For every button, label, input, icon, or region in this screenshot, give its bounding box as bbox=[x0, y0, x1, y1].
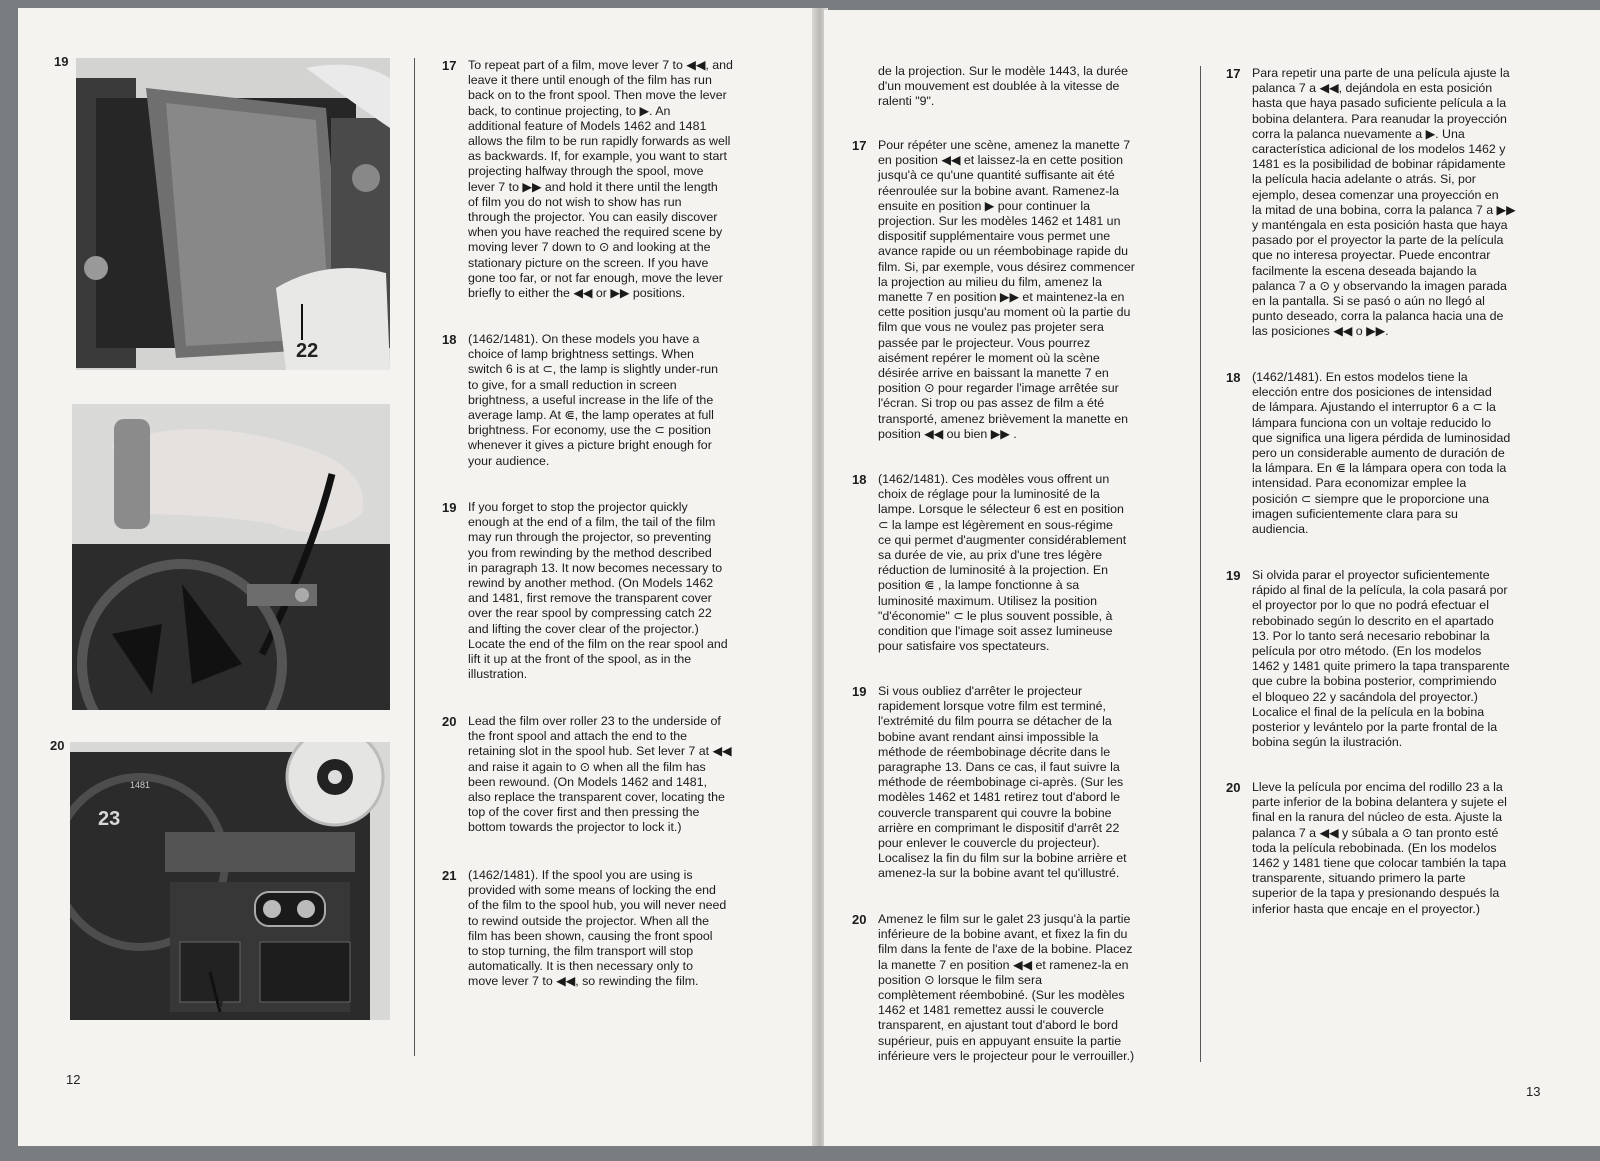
paragraph-text: Amenez le film sur le galet 23 jusqu'à la partie inférieure de la bobine avant, et fixez la fin du film dans la fente de l'axe de la bobine. Placez la manette 7 en position ◀◀ et ramenez-la en position ⊙ lorsque le film sera complètement réembobiné. (Sur les modèles 1462 et 1481 remettez aussi le couvercle transparent, en ajustant tout d'abord le bord supérieur, puis en appuyant ensuite la partie inférieure vers le projecteur pour le verrouiller.) bbox=[878, 912, 1135, 1063]
paragraph-text: If you forget to stop the projector quickly enough at the end of a film, the tail of the film may run through the projector, so preventing you from rewinding by the method described in paragraph 13. It now becomes necessary to rewind by another method. (On Models 1462 and 1481, first remove the transparent cover over the rear spool by compressing catch 22 and lifting the cover clear of the projector.) Locate the end of the film on the rear spool and lift it up at the front of the spool, as in the illustration. bbox=[468, 500, 728, 682]
callout-22: 22 bbox=[296, 340, 319, 362]
paragraph-number: 20 bbox=[852, 912, 867, 927]
paragraph-fr-continued bbox=[852, 64, 1182, 110]
paragraph-text: Lead the film over roller 23 to the underside of the front spool and attach the end to the retaining slot in the spool hub. Set lever 7 at ◀◀ and raise it again to ⊙ when all the film has been rewound. (On Models 1462 and 1481, also replace the transparent cover, locating the top of the cover first and then pressing the bottom towards the projector to lock it.) bbox=[468, 714, 732, 835]
paragraph-number: 19 bbox=[442, 500, 457, 515]
paragraph-text: Lleve la película por encima del rodillo 23 a la parte inferior de la bobina delantera y sujete el final en la ranura del núcleo de esta. Ajuste la palanca 7 a ◀◀ y súbala a ⊙ tan pronto esté toda la película rebobinada. (En los modelos 1462 y 1481 tiene que colocar también la tapa transparente, situando primero la parte superior de la tapa y presionando después la inferior hasta que encaje en el proyector.) bbox=[1252, 780, 1507, 916]
paragraph-text: To repeat part of a film, move lever 7 to ◀◀, and leave it there until enough of the film has run back on to the front spool. Then move the lever back, to continue projecting, to ▶. An additional feature of Models 1462 and 1481 allows the film to be run rapidly forwards as well as backwards. If, for example, you want to start projecting halfway through the spool, move lever 7 to ▶▶ and hold it there until the length of film you do not wish to show has run through the projector. You can easily discover when you have reached the required scene by moving lever 7 down to ⊙ and looking at the stationary picture on the screen. If you have gone too far, or not far enough, move the lever briefly to either the ◀◀ or ▶▶ positions. bbox=[468, 58, 733, 301]
model-label-1481: 1481 bbox=[130, 780, 151, 790]
paragraph-es-20 bbox=[1226, 780, 1576, 917]
paragraph-en-21 bbox=[442, 868, 782, 990]
paragraph-number: 18 bbox=[1226, 370, 1241, 385]
paragraph-text: Si vous oubliez d'arrêter le projecteur rapidement lorsque votre film est terminé, l'extrémité du film pourra se détacher de la bobine avant rendant ainsi impossible la méthode de réembobinage décrite dans le paragraphe 13. Dans ce cas, il faut suivre la méthode de réembobinage ci-après. (Sur les modèles 1462 et 1481 retirez tout d'abord le couvercle transparent qui couvre la bobine arrière en comprimant le dispositif d'arrêt 22 pour enlever le couvercle du projecteur). Localisez la fin du film sur la bobine arrière et amenez-la sur la bobine avant tel qu'illustré. bbox=[878, 684, 1127, 881]
photo-projector-front-spool bbox=[70, 742, 390, 1020]
paragraph-text: Pour répéter une scène, amenez la manette 7 en position ◀◀ et laissez-la en cette position jusqu'à ce qu'une quantité suffisante ait été réenroulée sur la bobine avant. Ramenez-la ensuite en position ▶ pour continuer la projection. Sur les modèles 1462 et 1481 un dispositif supplémentaire vous permet une avance rapide ou un réembobinage rapide du film. Si, par exemple, vous désirez commencer la projection au milieu du film, amenez la manette 7 en position ▶▶ et maintenez-la en cette position jusqu'au moment où la partie du film que vous ne voulez pas projeter sera passée par le projecteur. Vous pourrez aisément repérer le moment où la scène désirée arrive en baissant la manette 7 en position ⊙ pour regarder l'image arrêtée sur l'écran. Si trop ou pas assez de film a été transporté, amenez brièvement la manette en position ◀◀ ou bien ▶▶ . bbox=[878, 138, 1135, 441]
paragraph-en-17 bbox=[442, 58, 782, 301]
paragraph-number: 20 bbox=[1226, 780, 1241, 795]
paragraph-en-20 bbox=[442, 714, 782, 836]
paragraph-text: (1462/1481). If the spool you are using is provided with some means of locking the end of the film to the spool hub, you will never need to rewind outside the projector. When all the film has been shown, causing the front spool to stop turning, the film transport will stop automatically. It is then necessary only to move lever 7 to ◀◀, so rewinding the film. bbox=[468, 868, 727, 989]
paragraph-en-18 bbox=[442, 332, 782, 469]
page-number-left: 12 bbox=[66, 1072, 81, 1087]
paragraph-fr-20 bbox=[852, 912, 1182, 1064]
photo-projector-cover-open bbox=[76, 58, 390, 370]
paragraph-fr-17 bbox=[852, 138, 1182, 442]
paragraph-number: 17 bbox=[1226, 66, 1241, 81]
paragraph-es-19 bbox=[1226, 568, 1576, 750]
column-rule-right bbox=[1200, 66, 1201, 1062]
callout-23: 23 bbox=[98, 808, 121, 830]
paragraph-en-19 bbox=[442, 500, 782, 682]
paragraph-fr-18 bbox=[852, 472, 1182, 654]
paragraph-es-18 bbox=[1226, 370, 1576, 537]
paragraph-text: de la projection. Sur le modèle 1443, la durée d'un mouvement est doublée à la vitesse de ralenti "9". bbox=[878, 64, 1129, 109]
figure-number-20: 20 bbox=[50, 738, 65, 753]
figure-number-19: 19 bbox=[54, 54, 69, 69]
paragraph-number: 19 bbox=[1226, 568, 1241, 583]
page-number-right: 13 bbox=[1526, 1084, 1541, 1099]
paragraph-number: 20 bbox=[442, 714, 457, 729]
paragraph-text: Para repetir una parte de una película ajuste la palanca 7 a ◀◀, dejándola en esta posición hasta que haya pasado suficiente película a la bobina delantera. Para reanudar la proyección corra la palanca nuevamente a ▶. Una característica adicional de los modelos 1462 y 1481 es la posibilidad de bobinar rápidamente la película hacia adelante o atrás. Si, por ejemplo, desea comenzar una proyección en la mitad de una bobina, corra la palanca 7 a ▶▶ y manténgala en esta posición hasta que haya pasado por el proyector la parte de la película que no interesa proyectar. Puede encontrar facilmente la escena deseada bajando la palanca 7 a ⊙ y observando la imagen parada en la pantalla. Si se pasó o aún no llegó al punto deseado, corra la palanca hacia una de las posiciones ◀◀ o ▶▶. bbox=[1252, 66, 1516, 339]
photo-hand-lifting-film bbox=[72, 404, 390, 710]
paragraph-number: 18 bbox=[852, 472, 867, 487]
column-rule-left bbox=[414, 58, 415, 1056]
paragraph-fr-19 bbox=[852, 684, 1182, 882]
paragraph-number: 17 bbox=[852, 138, 867, 153]
paragraph-number: 18 bbox=[442, 332, 457, 347]
paragraph-text: (1462/1481). Ces modèles vous offrent un choix de réglage pour la luminosité de la lampe. Lorsque le sélecteur 6 est en position ⊂ la lampe est légèrement en sous-régime ce qui permet d'augmenter considérablement sa durée de vie, au prix d'une tres légère réduction de luminosité à la projection. En position ⋐ , la lampe fonctionne à sa luminosité maximum. Utilisez la position "d'économie" ⊂ le plus souvent possible, à condition que l'image soit assez lumineuse pour satisfaire vos spectateurs. bbox=[878, 472, 1127, 654]
paragraph-text: (1462/1481). On these models you have a choice of lamp brightness settings. When switch 6 is at ⊂, the lamp is slightly under-run to give, for a small reduction in screen brightness, a useful increase in the life of the average lamp. At ⋐, the lamp operates at full brightness. For economy, use the ⊂ position whenever it gives a picture bright enough for your audience. bbox=[468, 332, 719, 468]
callout-7: 7 bbox=[216, 990, 228, 1012]
paragraph-number: 21 bbox=[442, 868, 457, 883]
paragraph-text: Si olvida parar el proyector suficientemente rápido al final de la película, la cola pasará por el proyector por lo que no podrá efectuar el rebobinado según lo descrito en el apartado 13. Por lo tanto será necesario rebobinar la película por otro método. (En los modelos 1462 y 1481 quite primero la tapa transparente que cubre la bobina posterior, comprimiendo el bloqueo 22 y sacándola del proyector.) Localice el final de la película en la bobina posterior y levántelo por la parte frontal de la bobina según la ilustración. bbox=[1252, 568, 1510, 750]
paragraph-number: 17 bbox=[442, 58, 457, 73]
paragraph-text: (1462/1481). En estos modelos tiene la elección entre dos posiciones de intensidad de lámpara. Ajustando el interruptor 6 a ⊂ la lámpara funciona con un voltaje reducido lo que significa una ligera pérdida de luminosidad pero un considerable aumento de duración de la lámpara. En ⋐ la lámpara opera con toda la intensidad. Para economizar emplee la posición ⊂ siempre que le proporcione una imagen suficientemente clara para su audiencia. bbox=[1252, 370, 1511, 537]
paragraph-es-17 bbox=[1226, 66, 1576, 340]
paragraph-number: 19 bbox=[852, 684, 867, 699]
